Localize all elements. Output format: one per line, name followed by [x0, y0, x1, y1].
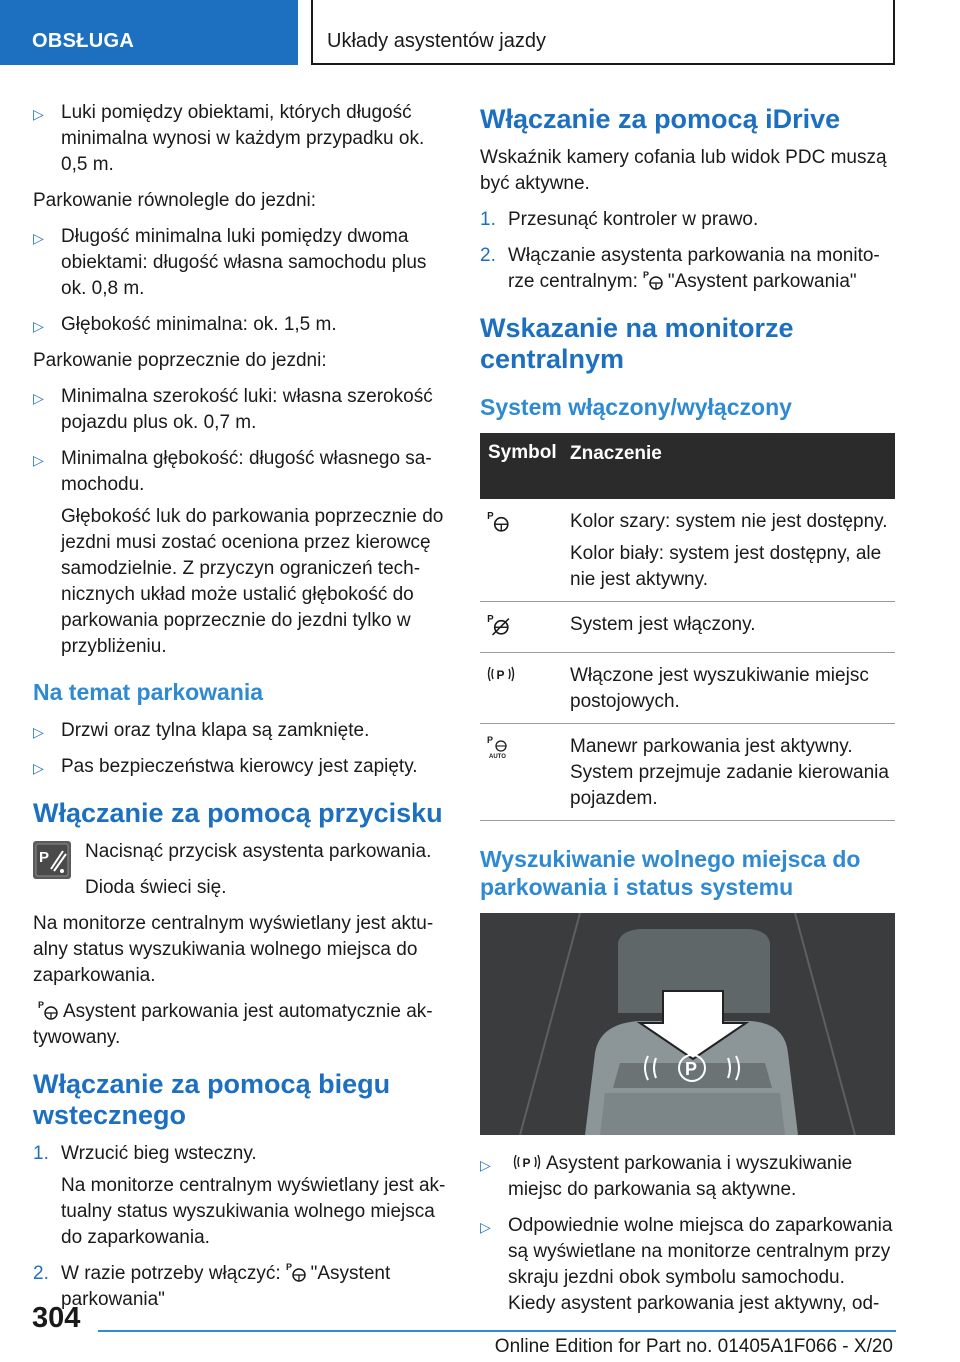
page-number: 304	[32, 1302, 81, 1334]
heading-topic: Na temat parkowania	[33, 679, 264, 705]
list-item: ▷ Drzwi oraz tylna klapa są zamknięte.	[33, 718, 446, 744]
footer-divider	[98, 1330, 896, 1332]
paragraph: Parkowanie poprzecznie do jezdni:	[33, 350, 327, 371]
list-item: ▷ Asystent parkowania i wyszukiwanie miejsc do parkowania są aktywne.	[480, 1153, 853, 1200]
list-item: ▷ Głębokość minimalna: ok. 1,5 m.	[33, 312, 446, 338]
step-note: Na monitorze centralnym wyświetlany jest aktualny status wyszukiwania wolnego miejsca do zaparkowania.	[61, 1175, 446, 1248]
heading-monitor: Wskazanie na monitorze centralnym	[480, 313, 794, 374]
park-button-icon	[33, 841, 71, 879]
list-item-note: Głębokość luk do parkowania poprzecznie do jezdni musi zostać oceniona przez kierowcę samodzielnie. Z przyczyn ograniczeń technicznych układ może ustalić głębokość do parkowania poprzecznie do jezdni tylko w przybliżeniu.	[61, 506, 444, 657]
step-item: 1. Przesunąć kontroler w prawo.	[480, 209, 759, 230]
svg-text:P: P	[39, 849, 50, 866]
triangle-bullet-icon: ▷	[33, 724, 44, 740]
park-assist-icon	[285, 1261, 307, 1283]
svg-text:AUTO: AUTO	[489, 754, 506, 760]
heading-button: Włączanie za pomocą przycisku	[33, 798, 443, 828]
paragraph: Na monitorze centralnym wyświetlany jest aktualny status wyszukiwania wolnego miejsca do zaparkowania.	[33, 913, 434, 986]
list-item: ▷ Odpowiednie wolne miejsca do zaparkowania są wyświetlane na monitorze centralnym przy skraju jezdni obok symbolu samochodu. Kiedy asystent parkowania jest aktywny, od-	[480, 1215, 893, 1314]
right-column	[480, 100, 895, 1327]
parking-space-search-icon	[512, 1151, 542, 1173]
parking-auto-icon	[486, 734, 512, 760]
heading-system: System włączony/wyłączony	[480, 394, 792, 420]
park-assist-icon	[486, 509, 510, 533]
step-item: 2. W razie potrzeby włączyć: "Asystent parkowania"	[33, 1263, 391, 1310]
triangle-bullet-icon: ▷	[33, 760, 44, 776]
paragraph: Wskaźnik kamery cofania lub widok PDC muszą być aktywne.	[480, 147, 887, 194]
triangle-bullet-icon: ▷	[480, 1157, 491, 1173]
camera-view-illustration	[480, 913, 895, 1135]
section-tab[interactable]: OBSŁUGA	[0, 0, 298, 65]
list-item: ▷ Pas bezpieczeństwa kierowcy jest zapięty.	[33, 754, 446, 780]
left-column	[33, 100, 446, 1323]
triangle-bullet-icon: ▷	[33, 452, 44, 468]
paragraph: Parkowanie równolegle do jezdni:	[33, 190, 317, 211]
park-assist-active-icon	[486, 612, 510, 636]
chapter-title: Układy asystentów jazdy	[311, 0, 895, 65]
park-assist-icon	[37, 999, 59, 1021]
table-header: Symbol Znaczenie	[480, 433, 895, 499]
button-instruction: P Nacisnąć przycisk asystenta parkowania. Dioda świeci się.	[33, 839, 446, 901]
table-row: P AUTO Manewr parkowania jest aktywny. System przejmuje zadanie kierowania pojazdem.	[480, 724, 895, 821]
footer-edition: Online Edition for Part no. 01405A1F066 - X/20	[494, 1336, 893, 1357]
svg-text:P: P	[487, 735, 494, 745]
heading-search: Wyszukiwanie wolnego miejsca do parkowania i status systemu	[480, 846, 861, 900]
triangle-bullet-icon: ▷	[480, 1219, 491, 1235]
paragraph: Asystent parkowania jest automatycznie aktywowany.	[33, 1001, 433, 1048]
parking-space-search-icon	[486, 663, 516, 685]
list-item: ▷ Minimalna szerokość luki: własna szerokość pojazdu plus ok. 0,7 m.	[33, 386, 433, 433]
triangle-bullet-icon: ▷	[33, 390, 44, 406]
heading-reverse: Włączanie za pomocą biegu wstecznego	[33, 1069, 391, 1130]
step-item: 2. Włączanie asystenta parkowania na monitorze centralnym: "Asystent parkowania"	[480, 245, 880, 292]
list-item: ▷ Minimalna głębokość: długość własnego samochodu. Głębokość luk do parkowania poprzecznie do jezdni musi zostać oceniona przez kierowcę samodzielnie. Z przyczyn ograniczeń technicznych układ może ustalić głębokość do parkowania poprzecznie do jezdni tylko w przybliżeniu.	[33, 446, 446, 660]
step-item: 1. Wrzucić bieg wsteczny. Na monitorze centralnym wyświetlany jest aktualny status wyszukiwania wolnego miejsca do zaparkowania.	[33, 1141, 446, 1251]
list-item: ▷ Luki pomiędzy obiektami, których długość minimalna wynosi w każdym przypadku ok. 0,5 m.	[33, 102, 425, 175]
park-assist-icon	[642, 269, 664, 291]
table-row: Kolor szary: system nie jest dostępny. Kolor biały: system jest dostępny, ale nie jest aktywny.	[480, 499, 895, 602]
list-item: ▷ Długość minimalna luki pomiędzy dwoma obiektami: długość własna samochodu plus ok. 0,8 m.	[33, 226, 427, 299]
table-row: System jest włączony.	[480, 602, 895, 653]
triangle-bullet-icon: ▷	[33, 318, 44, 334]
table-row: Włączone jest wyszukiwanie miejsc postojowych.	[480, 653, 895, 724]
triangle-bullet-icon: ▷	[33, 106, 44, 122]
symbol-table	[480, 433, 895, 821]
triangle-bullet-icon: ▷	[33, 230, 44, 246]
svg-text:P: P	[685, 1059, 698, 1079]
heading-idrive: Włączanie za pomocą iDrive	[480, 104, 841, 134]
